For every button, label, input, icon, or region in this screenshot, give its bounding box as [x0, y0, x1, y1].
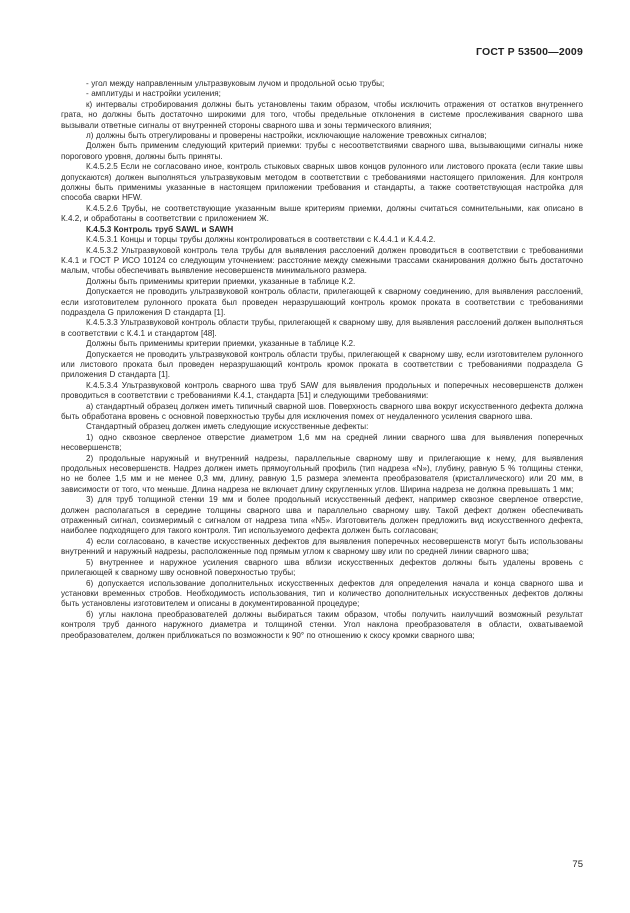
paragraph: Должны быть применимы критерии приемки, указанные в таблице К.2.	[86, 339, 356, 349]
paragraph: 2) продольные наружный и внутренний надрезы, параллельные сварному шву и прилегающие к нему, для выявления продольных несовершенств. Надрез должен иметь прямоугольный профиль (тип надреза «N»), глубину, равную 5 % толщины стенки, но не более 1,5 мм и не менее 0,3 мм, длину, равную 1,5 размера элемента преобразователя (кристаллического) или 20 мм, в зависимости от того, что меньше. Длина надреза не включает длину скругленных углов. Ширина надреза не должна превышать 1 мм;	[61, 453, 583, 494]
paragraph: Стандартный образец должен иметь следующие искусственные дефекты:	[86, 422, 369, 432]
paragraph: 1) одно сквозное сверленое отверстие диаметром 1,6 мм на средней линии сварного шва для выявления поперечных несовершенств;	[61, 432, 583, 453]
paragraph: К.4.5.3.1 Концы и торцы трубы должны контролироваться в соответствии с К.4.4.1 и К.4.4.2.	[86, 235, 436, 245]
paragraph: а) стандартный образец должен иметь типичный сварной шов. Поверхность сварного шва вокруг искусственного дефекта должна быть обработана вровень с основной поверхностью трубы для исключения помех от неудаленного усиления сварного шва.	[61, 401, 583, 421]
paragraph: 4) если согласовано, в качестве искусственных дефектов для выявления поперечных несовершенств могут быть использованы внутренний и наружный надрезы, расположенные под прямым углом к сварному шву или по средней линии сварного шва;	[61, 536, 583, 557]
paragraph: К.4.5.3.3 Ультразвуковой контроль области трубы, прилегающей к сварному шву, для выявления расслоений должен выполняться в соответствии с К.4.1 и стандартом [48].	[61, 318, 583, 338]
paragraph: - амплитуды и настройки усиления;	[86, 89, 221, 99]
paragraph: л) должны быть отрегулированы и проверены настройки, исключающие наложение тревожных сигналов;	[86, 131, 487, 141]
page-header-standard: ГОСТ Р 53500—2009	[475, 46, 583, 58]
paragraph: К.4.5.3 Контроль труб SAWL и SAWH	[86, 224, 234, 234]
page-number: 75	[572, 859, 583, 870]
paragraph: К.4.5.3.2 Ультразвуковой контроль тела трубы для выявления расслоений должен проводиться в соответствии с требованиями К.4.1 и ГОСТ Р ИСО 10124 со следующим уточнением: расстояние между смежными трассами сканирования должно быть достаточно малым, чтобы обеспечивать выявление несовершенств минимального размера.	[61, 245, 583, 276]
paragraph: К.4.5.3.4 Ультразвуковой контроль сварного шва труб SAW для выявления продольных и поперечных несовершенств должен проводиться в соответствии с требованиями К.4.1, стандарта [51] и следующими требованиями:	[61, 380, 583, 401]
paragraph: Должны быть применимы критерии приемки, указанные в таблице К.2.	[86, 276, 356, 286]
paragraph: 3) для труб толщиной стенки 19 мм и более продольный искусственный дефект, например сквозное сверленое отверстие, должен располагаться в середине толщины сварного шва и параллельно сварному шву. Такой дефект должен обеспечивать отраженный сигнал, соизмеримый с сигналом от надреза типа «N5». Изготовитель должен предложить вид искусственного дефекта, наиболее подходящего для такого контроля. Тип используемого дефекта должен быть согласован;	[61, 495, 583, 536]
paragraph: Должен быть применим следующий критерий приемки: трубы с несоответствиями сварного шва, вызывающими сигналы ниже порогового уровня, должны быть приняты.	[61, 141, 583, 161]
paragraph: К.4.5.2.6 Трубы, не соответствующие указанным выше критериям приемки, должны считаться сомнительными, как описано в К.4.2, и обработаны в соответствии с приложением Ж.	[61, 203, 583, 224]
paragraph: к) интервалы стробирования должны быть установлены таким образом, чтобы исключить отражения от остатков внутреннего грата, но должны быть достаточно широкими для того, чтобы предельные отклонения в системе прослеживания сварного шва вызывали ответные сигналы от внутренней стороны сварного шва и зоны термического влияния;	[61, 99, 583, 130]
paragraph: 5) внутреннее и наружное усиления сварного шва вблизи искусственных дефектов должны быть удалены вровень с прилегающей к сварному шву основной поверхностью трубы;	[61, 557, 583, 578]
paragraph: Допускается не проводить ультразвуковой контроль области, прилегающей к сварному соединению, для выявления расслоений, если изготовителем рулонного проката был проведен неразрушающий контроль кромок проката в соответствии с требованиями подраздела G приложения D стандарта [1].	[61, 287, 583, 317]
paragraph: Допускается не проводить ультразвуковой контроль области трубы, прилегающей к сварному шву, если изготовителем рулонного или листового проката был проведен неразрушающий контроль кромок проката в соответствии с требованиями подраздела G приложения D стандарта [1].	[61, 349, 583, 380]
paragraph: б) углы наклона преобразователей должны выбираться таким образом, чтобы получить наилучший возможный результат контроля труб данного наружного диаметра и толщиной стенки. Угол наклона преобразователя в области, охватываемой преобразователем, должен приближаться по возможности к 90° по отношению к скосу кромки сварного шва;	[61, 609, 583, 640]
document-body	[61, 79, 583, 641]
paragraph: 6) допускается использование дополнительных искусственных дефектов для определения начала и конца сварного шва и установки временных стробов. Необходимость использования, тип и количество дополнительных искусственных дефектов должны быть установлены изготовителем и описаны в документированной процедуре;	[61, 578, 583, 609]
paragraph: К.4.5.2.5 Если не согласовано иное, контроль стыковых сварных швов концов рулонного или листового проката (если такие швы допускаются) должен выполняться ультразвуковым методом в соответствии с требованиями настоящего приложения. Для контроля должны быть применимы указанные в настоящем приложении требования и стандарты, а также соответствующая настройка для способа сварки HFW.	[61, 162, 583, 203]
paragraph: - угол между направленным ультразвуковым лучом и продольной осью трубы;	[86, 79, 385, 88]
